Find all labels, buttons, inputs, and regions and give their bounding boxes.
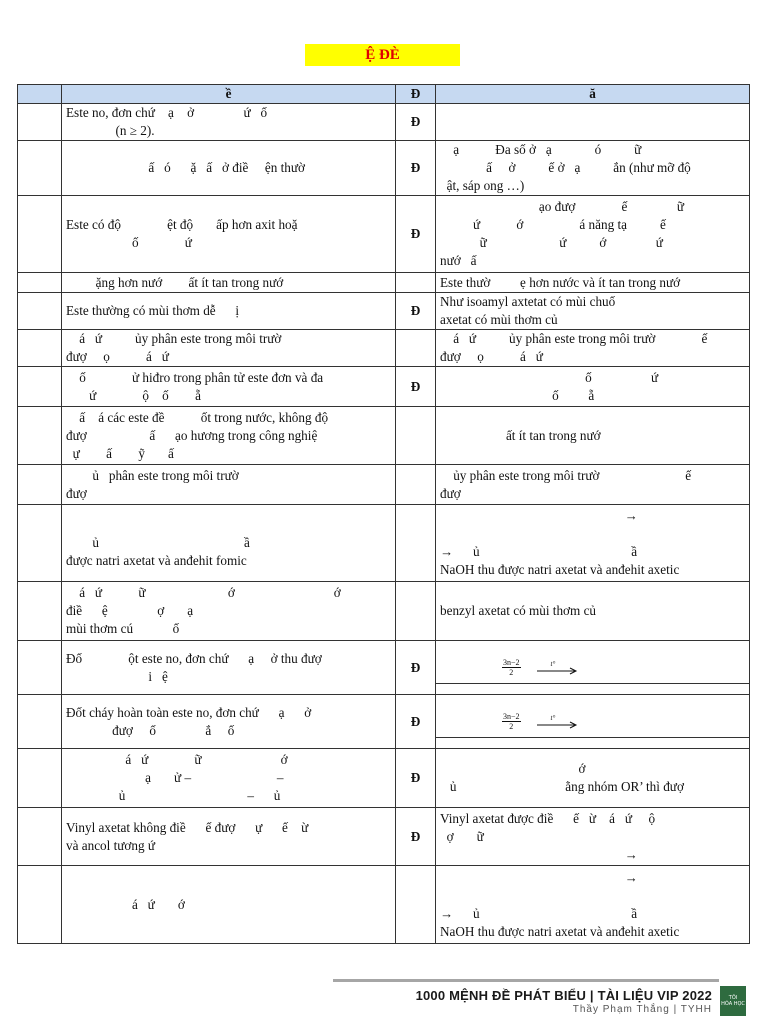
statement-line: Đốt cháy hoàn toàn este no, đơn chứ ạ ở: [66, 704, 312, 720]
combustion-formula: [436, 651, 749, 684]
statement-line: á ứ ớ: [66, 896, 185, 912]
footer-divider: [333, 979, 719, 982]
statement-line: điề ệ ợ ạ: [66, 603, 194, 618]
reaction-arrow-icon: [535, 661, 579, 673]
explanation-line: ợ ữ: [440, 828, 484, 844]
explanation-line: ủy phân este trong môi trườ ế: [440, 467, 692, 483]
explanation-line: nướ ấ: [440, 253, 477, 268]
explanation-line: → ủ ầ: [440, 905, 638, 921]
statement-line: Đố ột este no, đơn chứ ạ ở thu đượ: [66, 650, 322, 666]
row-index-cell: [18, 273, 62, 293]
explanation-line: ố ứ: [440, 369, 659, 385]
answer-cell: Đ: [396, 749, 436, 808]
explanation-line: NaOH thu được natri axetat và anđehit axetic: [440, 562, 680, 577]
fraction-denominator: 2: [509, 667, 514, 677]
statement-line: đượ ấ ạo hương trong công nghiệ: [66, 427, 318, 443]
table-row: [18, 582, 750, 641]
answer-cell: [396, 407, 436, 465]
statement-cell: [62, 104, 396, 141]
explanation-cell: [436, 407, 750, 465]
explanation-line: ất ít tan trong nướ: [440, 427, 601, 443]
explanation-line: ủ ằng nhóm OR’ thì đượ: [440, 779, 684, 794]
statement-line: ặng hơn nướ ất ít tan trong nướ: [66, 274, 284, 290]
statement-line: ố ử hiđro trong phân tử este đơn và đa: [66, 369, 324, 385]
explanation-line: benzyl axetat có mùi thơm củ: [440, 603, 597, 618]
explanation-line: đượ ọ á ứ: [440, 349, 543, 364]
statement-line: i ệ: [66, 668, 168, 684]
row-index-cell: [18, 808, 62, 866]
statement-line: ạ ử – –: [66, 770, 284, 785]
statement-line: đượ: [66, 485, 87, 501]
statement-line: mùi thơm cú ố: [66, 621, 180, 636]
statement-cell: [62, 695, 396, 749]
footer-title: 1000 MỆNH ĐỀ PHÁT BIỂU | TÀI LIỆU VIP 2022: [415, 988, 712, 1003]
table-row: [18, 808, 750, 866]
explanation-line: [440, 525, 745, 543]
explanation-line: ứ ớ á năng tạ ế: [440, 217, 666, 232]
row-index-cell: [18, 465, 62, 505]
statement-cell: [62, 749, 396, 808]
row-index-cell: [18, 866, 62, 944]
row-index-cell: [18, 104, 62, 141]
statement-cell: [62, 866, 396, 944]
statement-line: ủ ầ: [66, 535, 250, 550]
statement-line: đượ ọ á ứ: [66, 349, 169, 364]
answer-cell: Đ: [396, 104, 436, 141]
table-row: [18, 407, 750, 465]
row-index-cell: [18, 367, 62, 407]
fraction-numerator: 3n−2: [503, 711, 520, 721]
explanation-line: Este thườ ẹ hơn nước và ít tan trong nướ: [440, 274, 681, 290]
explanation-line: ấ ở ế ở ạ ắn (như mỡ độ: [440, 160, 691, 175]
logo-text-top: TÔI: [728, 995, 738, 1001]
explanation-line: ạo đượ ế ữ: [440, 199, 684, 214]
answer-cell: [396, 505, 436, 582]
explanation-cell: [436, 367, 750, 407]
explanation-cell: [436, 641, 750, 695]
explanation-cell: [436, 273, 750, 293]
explanation-line: ạ Đa số ở ạ ó ữ: [440, 142, 642, 157]
answer-cell: Đ: [396, 141, 436, 196]
table-row: [18, 465, 750, 505]
row-index-cell: [18, 505, 62, 582]
explanation-line: →: [440, 846, 638, 862]
table-row: [18, 293, 750, 330]
statement-cell: [62, 582, 396, 641]
header-explanation: ă: [436, 85, 750, 104]
footer-subtitle: Thầy Phạm Thắng | TYHH: [572, 1004, 712, 1015]
table-row: [18, 505, 750, 582]
table-row: [18, 749, 750, 808]
answer-cell: [396, 273, 436, 293]
row-index-cell: [18, 641, 62, 695]
statement-cell: [62, 465, 396, 505]
heat-label: t°: [550, 660, 556, 668]
header-statement: ề: [62, 85, 396, 104]
explanation-cell: [436, 141, 750, 196]
explanation-line: Như isoamyl axtetat có mùi chuố: [440, 294, 616, 309]
row-index-cell: [18, 407, 62, 465]
explanation-cell: [436, 196, 750, 273]
statement-cell: [62, 641, 396, 695]
answer-cell: Đ: [396, 367, 436, 407]
statement-line: Este no, đơn chứ ạ ở ứ ố: [66, 105, 268, 120]
statement-line: á ứ ữ ớ ớ: [66, 585, 341, 600]
explanation-line: Vinyl axetat được điề ế ừ á ứ ộ: [440, 810, 656, 826]
answer-cell: [396, 330, 436, 367]
table-row: [18, 695, 750, 749]
reaction-arrow-icon: [535, 715, 579, 727]
explanation-cell: [436, 465, 750, 505]
statement-line: ủ phân este trong môi trườ: [66, 467, 239, 483]
explanation-cell: [436, 104, 750, 141]
explanation-line: á ứ ủy phân este trong môi trườ ế: [440, 331, 708, 346]
table-row: [18, 330, 750, 367]
statement-line: Este có độ ệt độ ấp hơn axit hoặ: [66, 217, 298, 232]
row-index-cell: [18, 695, 62, 749]
statement-line: á ứ ữ ớ: [66, 752, 288, 767]
explanation-line: →: [440, 869, 638, 885]
explanation-line: →: [440, 508, 638, 523]
explanation-cell: [436, 866, 750, 944]
answer-cell: [396, 866, 436, 944]
table-row: [18, 367, 750, 407]
row-index-cell: [18, 196, 62, 273]
answer-cell: [396, 582, 436, 641]
table-row: [18, 273, 750, 293]
explanation-cell: [436, 293, 750, 330]
explanation-line: [440, 887, 745, 905]
statement-line: (n ≥ 2).: [66, 123, 155, 138]
row-index-cell: [18, 293, 62, 330]
statement-line: đượ ố ắ ố: [66, 722, 235, 738]
row-index-cell: [18, 749, 62, 808]
oxygen-coefficient-fraction: [502, 712, 521, 731]
statement-line: và ancol tương ứ: [66, 837, 156, 853]
document-title: Ệ ĐÈ: [305, 44, 460, 66]
statement-cell: [62, 407, 396, 465]
answer-cell: Đ: [396, 641, 436, 695]
statement-line: á ứ ủy phân este trong môi trườ: [66, 331, 282, 346]
table-row: [18, 641, 750, 695]
statement-cell: [62, 273, 396, 293]
table-row: [18, 866, 750, 944]
combustion-formula: [436, 705, 749, 738]
fraction-numerator: 3n−2: [503, 657, 520, 667]
table-row: [18, 141, 750, 196]
explanation-line: NaOH thu được natri axetat và anđehit axetic: [440, 923, 680, 939]
header-index: [18, 85, 62, 104]
statement-cell: [62, 141, 396, 196]
explanation-line: → ủ ầ: [440, 544, 638, 559]
statement-cell: [62, 196, 396, 273]
explanation-cell: [436, 808, 750, 866]
answer-cell: Đ: [396, 293, 436, 330]
statement-cell: [62, 808, 396, 866]
answer-cell: Đ: [396, 808, 436, 866]
explanation-line: axetat có mùi thơm củ: [440, 312, 558, 327]
explanation-cell: [436, 330, 750, 367]
statements-table: [17, 84, 750, 944]
table-row: [18, 196, 750, 273]
logo-text-bottom: HÓA HỌC: [721, 1001, 745, 1007]
statement-line: ự ấ ỹ ấ: [66, 445, 174, 461]
answer-cell: Đ: [396, 196, 436, 273]
header-answer: Đ: [396, 85, 436, 104]
heat-label: t°: [550, 714, 556, 722]
explanation-cell: [436, 695, 750, 749]
statement-line: Este thường có mùi thơm dễ ị: [66, 303, 240, 318]
row-index-cell: [18, 330, 62, 367]
answer-cell: Đ: [396, 695, 436, 749]
statement-cell: [62, 330, 396, 367]
explanation-cell: [436, 505, 750, 582]
table-row: [18, 104, 750, 141]
brand-logo: [720, 986, 746, 1016]
fraction-denominator: 2: [509, 721, 514, 731]
statement-line: ủ – ủ: [66, 788, 281, 803]
statement-line: ố ứ: [66, 235, 192, 250]
statement-line: Vinyl axetat không điề ế đượ ự ế ừ: [66, 819, 309, 835]
statement-line: ứ ộ ố ẵ: [66, 387, 201, 403]
explanation-line: ữ ứ ớ ứ: [440, 235, 663, 250]
statement-cell: [62, 367, 396, 407]
explanation-line: đượ: [440, 485, 461, 501]
statement-line: ấ á các este đề ốt trong nước, không độ: [66, 409, 329, 425]
statement-line: ấ ó ặ ấ ở điề ện thườ: [66, 160, 306, 175]
statement-cell: [62, 505, 396, 582]
row-index-cell: [18, 582, 62, 641]
oxygen-coefficient-fraction: [502, 658, 521, 677]
explanation-line: ật, sáp ong …): [440, 178, 525, 193]
explanation-line: ớ: [440, 761, 586, 776]
table-header-row: [18, 85, 750, 104]
answer-cell: [396, 465, 436, 505]
explanation-cell: [436, 582, 750, 641]
explanation-line: ố ẵ: [440, 387, 595, 403]
statement-cell: [62, 293, 396, 330]
row-index-cell: [18, 141, 62, 196]
explanation-cell: [436, 749, 750, 808]
statement-line: [66, 516, 391, 534]
statement-line: được natri axetat và anđehit fomic: [66, 553, 247, 568]
